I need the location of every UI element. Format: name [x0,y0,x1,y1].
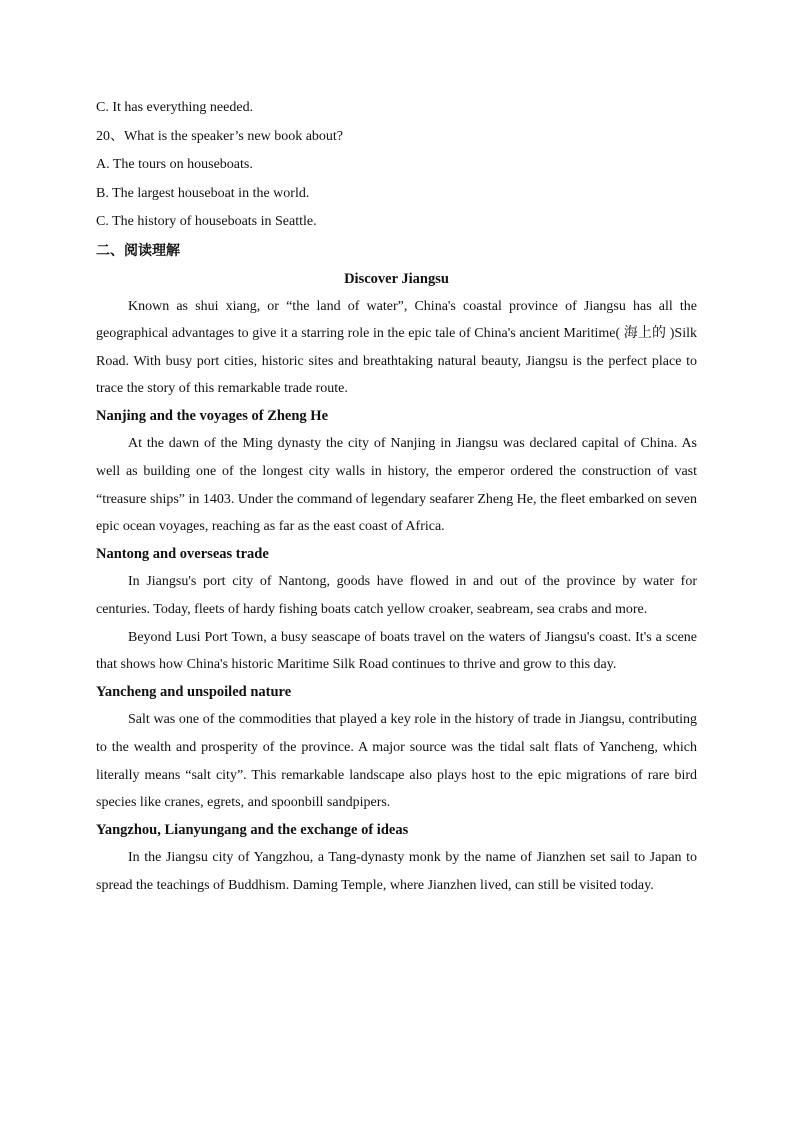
nantong-paragraph-1: In Jiangsu's port city of Nantong, goods have flowed in and out of the province by water for centuries. Today, fleets of hardy fishing boats catch yellow croaker, seabream, sea crabs and more. [96,574,697,618]
section-heading-nantong: Nantong and overseas trade [96,545,269,562]
nantong-paragraph-2: Beyond Lusi Port Town, a busy seascape of boats travel on the waters of Jiangsu's coast. It's a scene that shows how China's historic Maritime Silk Road continues to thrive and grow to this day. [96,629,697,673]
q20-option-c: C. The history of houseboats in Seattle. [96,214,317,229]
reading-section-title: 二、阅读理解 [96,242,180,259]
section-heading-nanjing: Nanjing and the voyages of Zheng He [96,407,329,424]
section-heading-yangzhou: Yangzhou, Lianyungang and the exchange of ideas [96,821,409,838]
yancheng-paragraph: Salt was one of the commodities that played a key role in the history of trade in Jiangsu, contributing to the wealth and prosperity of the province. A major source was the tidal salt flats of Yancheng, which literally means “salt city”. This remarkable landscape also plays host to the epic migrations of rare bird species like cranes, egrets, and spoonbill sandpipers. [96,712,697,811]
intro-paragraph: Known as shui xiang, or “the land of water”, China's coastal province of Jiangsu has all the geographical advantages to give it a starring role in the epic tale of China's ancient Maritime( 海上的 )Silk Road. With busy port cities, historic sites and breathtaking natural beauty, Jiangsu is the perfect place to trace the story of this remarkable trade route. [96,298,697,397]
q19-option-c: C. It has everything needed. [96,100,254,115]
q20-question: 20、What is the speaker’s new book about? [96,128,344,144]
nanjing-paragraph: At the dawn of the Ming dynasty the city of Nanjing in Jiangsu was declared capital of China. As well as building one of the longest city walls in history, the emperor ordered the construction of vast “treasure ships” in 1403. Under the command of legendary seafarer Zheng He, the fleet embarked on seven epic ocean voyages, reaching as far as the east coast of Africa. [96,436,697,535]
q20-option-b: B. The largest houseboat in the world. [96,185,310,201]
section-heading-yancheng: Yancheng and unspoiled nature [96,683,292,700]
q20-option-a: A. The tours on houseboats. [96,157,253,172]
yangzhou-paragraph: In the Jiangsu city of Yangzhou, a Tang-dynasty monk by the name of Jianzhen set sail to Japan to spread the teachings of Buddhism. Daming Temple, where Jianzhen lived, can still be visited today. [96,850,697,893]
document-page [96,94,697,900]
article-title: Discover Jiangsu [344,270,449,287]
